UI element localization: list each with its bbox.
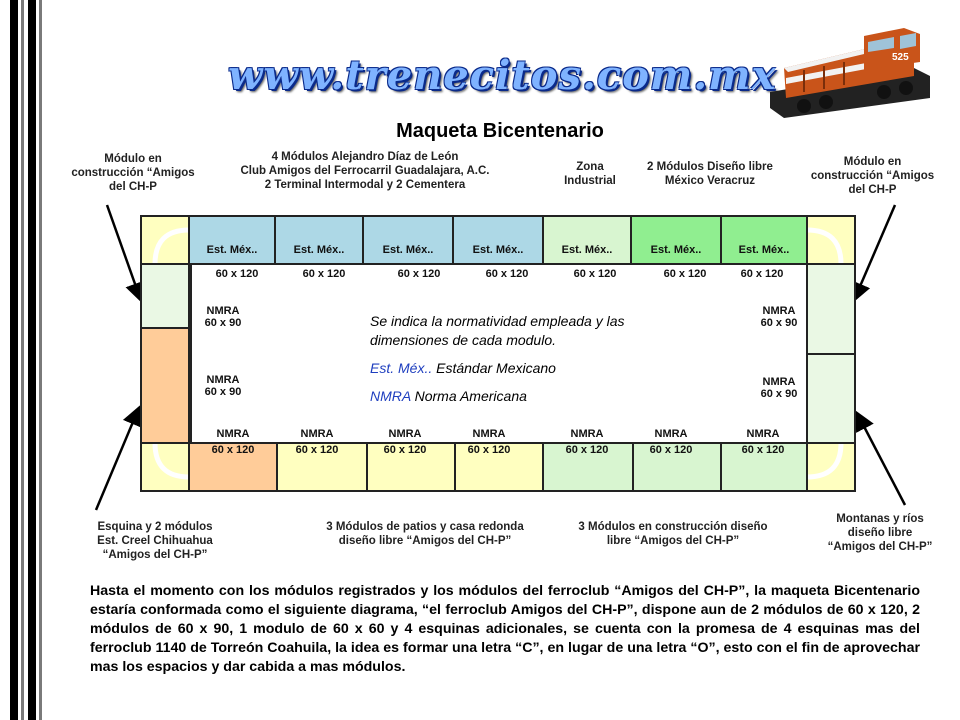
website-logo: www.trenecitos.com.mx	[228, 52, 777, 99]
top-label-5: Est. Méx..	[561, 244, 613, 256]
corner-bottom-right	[806, 442, 856, 492]
bottom-size-1: 60 x 120	[211, 444, 255, 456]
module-top-5	[542, 215, 632, 265]
corner-bottom-left	[140, 442, 190, 492]
bottom-label-5: NMRA	[570, 428, 604, 440]
label-esquina: Esquina y 2 módulos Est. Creel Chihuahua “Amigos del CH-P”	[97, 521, 213, 561]
label-alejandro: 4 Módulos Alejandro Díaz de León Club Amigos del Ferrocarril Guadalajara, A.C. 2 Terminal Intermodal y 2 Cementera	[240, 151, 490, 191]
top-size-1: 60 x 120	[215, 268, 259, 280]
legend-nmra-text: Norma Americana	[414, 388, 527, 404]
top-label-1: Est. Méx..	[206, 244, 258, 256]
bottom-label-3: NMRA	[388, 428, 422, 440]
bottom-size-2: 60 x 120	[295, 444, 339, 456]
top-size-2: 60 x 120	[302, 268, 346, 280]
module-top-4	[452, 215, 544, 265]
corner-top-left	[140, 215, 190, 265]
bottom-size-5: 60 x 120	[565, 444, 609, 456]
label-patios: 3 Módulos de patios y casa redonda diseño libre “Amigos del CH-P”	[326, 521, 524, 547]
legend-nmra	[370, 388, 700, 404]
right-nmra-2: NMRA 60 x 90	[760, 376, 798, 400]
diagram-title: Maqueta Bicentenario	[396, 120, 604, 142]
arrow-top-right	[855, 205, 895, 298]
legend-est	[370, 360, 700, 376]
bottom-size-3: 60 x 120	[383, 444, 427, 456]
left-nmra-1: NMRA 60 x 90	[204, 305, 242, 329]
module-top-7	[720, 215, 808, 265]
top-label-2: Est. Méx..	[293, 244, 345, 256]
bottom-size-7: 60 x 120	[741, 444, 785, 456]
description-paragraph: Hasta el momento con los módulos registrados y los módulos del ferroclub “Amigos del CH-P”, la maqueta Bicentenario estaría conformada como el siguiente diagrama, “el ferroclub Amigos del CH-P”, dispone aun de 2 módulos de 60 x 120, 2 módulos de 60 x 90, 1 modulo de 60 x 60 y 4 esquinas adicionales, se cuenta con la promesa de 4 esquinas mas del ferroclub 1140 de Torreón Coahuila, la idea es formar una letra “C”, en lugar de una letra “O”, esto con el fin de aprovechar mas los espacios y dar cabida a mas módulos.	[90, 583, 920, 675]
bottom-label-1: NMRA	[216, 428, 250, 440]
module-top-1	[188, 215, 276, 265]
top-label-7: Est. Méx..	[738, 244, 790, 256]
legend-nmra-abbr: NMRA	[370, 388, 411, 404]
top-label-3: Est. Méx..	[382, 244, 434, 256]
bottom-label-2: NMRA	[300, 428, 334, 440]
label-montanas: Montanas y ríos diseño libre “Amigos del CH-P”	[827, 513, 933, 553]
bottom-size-6: 60 x 120	[649, 444, 693, 456]
top-size-5: 60 x 120	[573, 268, 617, 280]
top-size-6: 60 x 120	[663, 268, 707, 280]
label-diseno-veracruz: 2 Módulos Diseño libre México Veracruz	[647, 161, 773, 187]
bottom-size-4: 60 x 120	[467, 444, 511, 456]
top-size-4: 60 x 120	[485, 268, 529, 280]
locomotive-number: 525	[892, 52, 909, 63]
right-nmra-1: NMRA 60 x 90	[760, 305, 798, 329]
label-modulo-der: Módulo en construcción “Amigos del CH-P	[810, 156, 935, 196]
bottom-label-6: NMRA	[654, 428, 688, 440]
legend-est-text: Estándar Mexicano	[436, 360, 556, 376]
left-nmra-2: NMRA 60 x 90	[204, 374, 242, 398]
inner-frame	[190, 263, 810, 443]
top-size-3: 60 x 120	[397, 268, 441, 280]
top-label-4: Est. Méx..	[472, 244, 524, 256]
arrow-top-left	[107, 205, 140, 298]
bottom-label-7: NMRA	[746, 428, 780, 440]
module-top-2	[274, 215, 364, 265]
arrow-bottom-right	[858, 415, 905, 505]
module-top-3	[362, 215, 454, 265]
module-left-lower	[140, 327, 190, 444]
top-label-6: Est. Méx..	[650, 244, 702, 256]
legend-est-abbr: Est. Méx..	[370, 360, 433, 376]
top-size-7: 60 x 120	[740, 268, 784, 280]
corner-top-right	[806, 215, 856, 265]
label-construccion: 3 Módulos en construcción diseño libre “Amigos del CH-P”	[578, 521, 768, 547]
arrow-bottom-left	[96, 410, 138, 510]
bottom-label-4: NMRA	[472, 428, 506, 440]
label-zona-industrial: Zona Industrial	[564, 161, 616, 187]
module-top-6	[630, 215, 722, 265]
legend-intro: Se indica la normatividad empleada y las dimensiones de cada modulo.	[370, 313, 625, 348]
module-left-upper	[140, 263, 190, 329]
label-modulo-izq: Módulo en construcción “Amigos del CH-P	[71, 153, 195, 193]
